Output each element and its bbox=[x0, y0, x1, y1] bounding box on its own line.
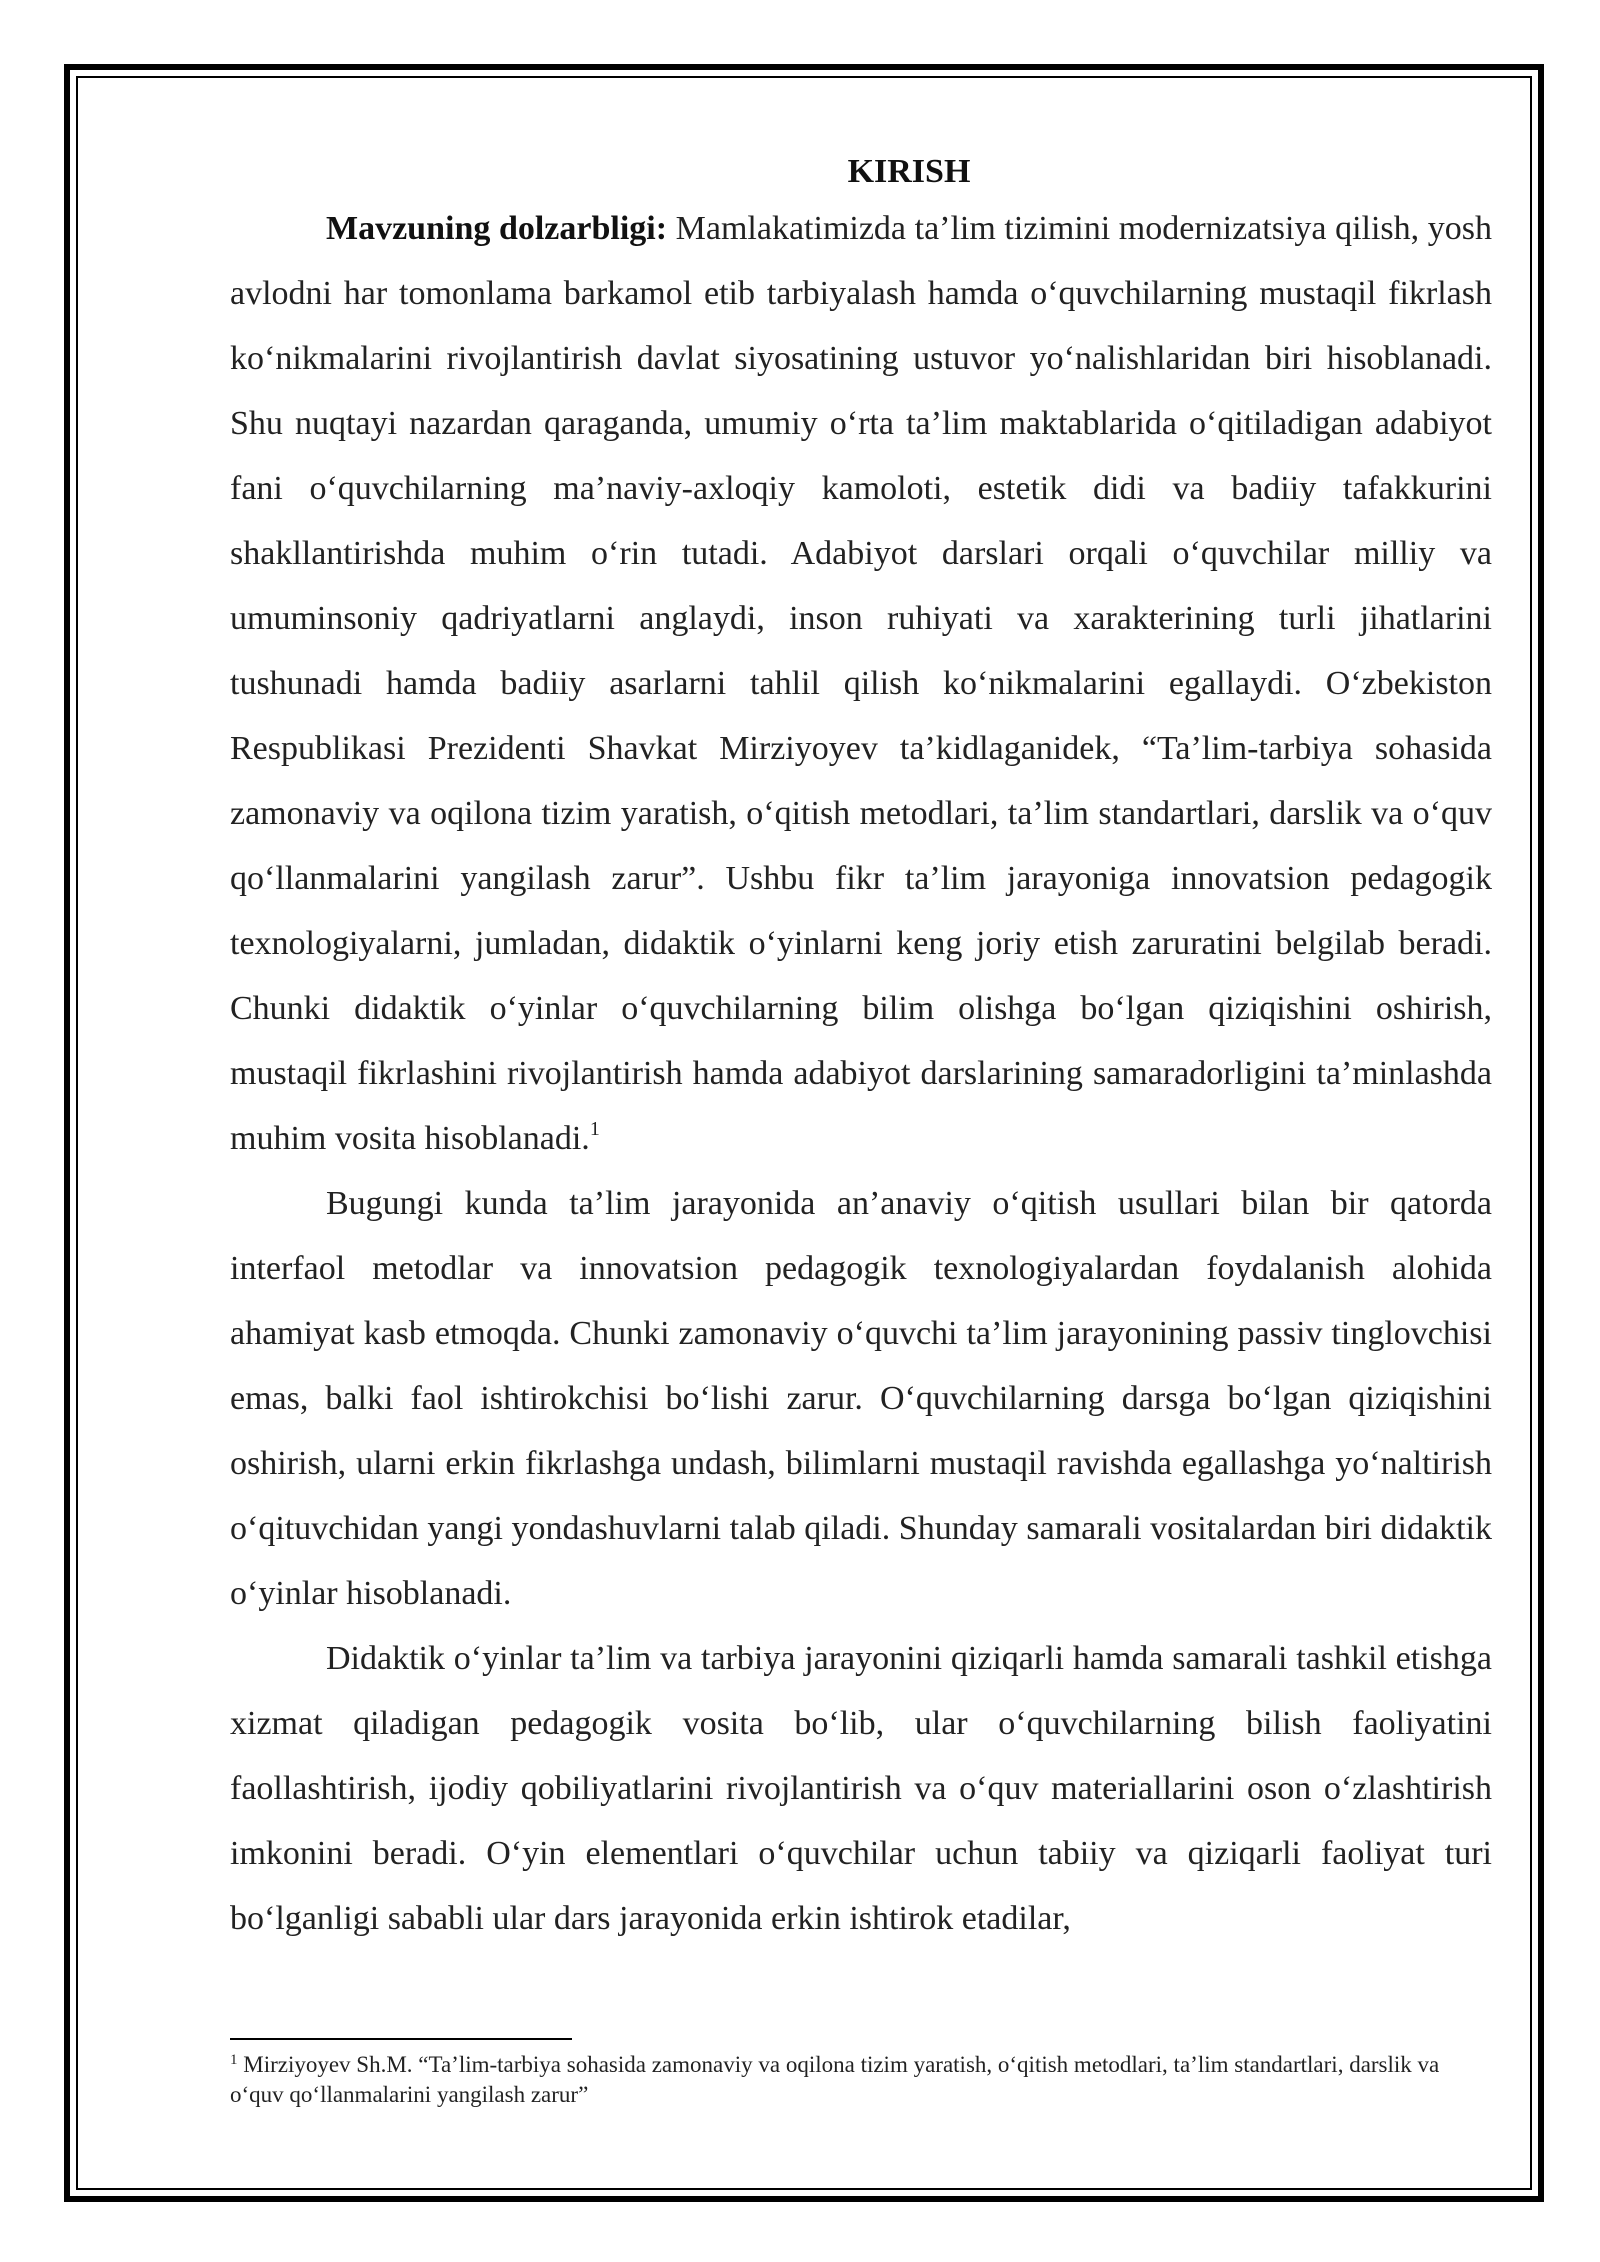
document-title: KIRISH bbox=[847, 153, 971, 190]
paragraph-1-text: Mamlakatimizda ta’lim tizimini modernizatsiya qilish, yosh avlodni har tomonlama barkamol etib tarbiyalash hamda o‘quvchilarning mustaqil fikrlash ko‘nikmalarini rivojlantirish davlat siyosatining ustuvor yo‘nalishlaridan biri hisoblanadi. Shu nuqtayi nazardan qaraganda, umumiy o‘rta ta’lim maktablarida o‘qitiladigan adabiyot fani o‘quvchilarning ma’naviy-axloqiy kamoloti, estetik didi va badiiy tafakkurini shakllantirishda muhim o‘rin tutadi. Adabiyot darslari orqali o‘quvchilar milliy va umuminsoniy qadriyatlarni anglaydi, inson ruhiyati va xarakterining turli jihatlarini tushunadi hamda badiiy asarlarni tahlil qilish ko‘nikmalarini egallaydi. O‘zbekiston Respublikasi Prezidenti Shavkat Mirziyoyev ta’kidlaganidek, “Ta’lim-tarbiya sohasida zamonaviy va oqilona tizim yaratish, o‘qitish metodlari, ta’lim standartlari, darslik va o‘quv qo‘llanmalarini yangilash zarur”. Ushbu fikr ta’lim jarayoniga innovatsion pedagogik texnologiyalarni, jumladan, didaktik o‘yinlarni keng joriy etish zaruratini belgilab beradi. Chunki didaktik o‘yinlar o‘quvchilarning bilim olishga bo‘lgan qiziqishini oshirish, mustaqil fikrlashini rivojlantirish hamda adabiyot darslarining samaradorligini ta’minlashda muhim vosita hisoblanadi. bbox=[230, 210, 1492, 1157]
footnote bbox=[230, 2050, 1492, 2110]
footnote-number: 1 bbox=[230, 2052, 238, 2068]
footnote-text: Mirziyoyev Sh.M. “Ta’lim-tarbiya sohasida zamonaviy va oqilona tizim yaratish, o‘qitish metodlari, ta’lim standartlari, darslik va o‘quv qo‘llanmalarini yangilash zarur” bbox=[230, 2052, 1440, 2107]
footnote-reference: 1 bbox=[589, 1118, 600, 1140]
document-body bbox=[230, 148, 1492, 1951]
paragraph-1 bbox=[230, 196, 1492, 1171]
paragraph-2: Bugungi kunda ta’lim jarayonida an’anaviy o‘qitish usullari bilan bir qatorda interfaol metodlar va innovatsion pedagogik texnologiyalardan foydalanish alohida ahamiyat kasb etmoqda. Chunki zamonaviy o‘quvchi ta’lim jarayonining passiv tinglovchisi emas, balki faol ishtirokchisi bo‘lishi zarur. O‘quvchilarning darsga bo‘lgan qiziqishini oshirish, ularni erkin fikrlashga undash, bilimlarni mustaqil ravishda egallashga yo‘naltirish o‘qituvchidan yangi yondashuvlarni talab qiladi. Shunday samarali vositalardan biri didaktik o‘yinlar hisoblanadi. bbox=[230, 1185, 1492, 1612]
lead-label: Mavzuning dolzarbligi: bbox=[326, 210, 668, 247]
paragraph-3: Didaktik o‘yinlar ta’lim va tarbiya jarayonini qiziqarli hamda samarali tashkil etishga xizmat qiladigan pedagogik vosita bo‘lib, ular o‘quvchilarning bilish faoliyatini faollashtirish, ijodiy qobiliyatlarini rivojlantirish va o‘quv materiallarini oson o‘zlashtirish imkonini beradi. O‘yin elementlari o‘quvchilar uchun tabiiy va qiziqarli faoliyat turi bo‘lganligi sababli ular dars jarayonida erkin ishtirok etadilar, bbox=[230, 1640, 1492, 1937]
footnote-divider bbox=[230, 2038, 572, 2040]
